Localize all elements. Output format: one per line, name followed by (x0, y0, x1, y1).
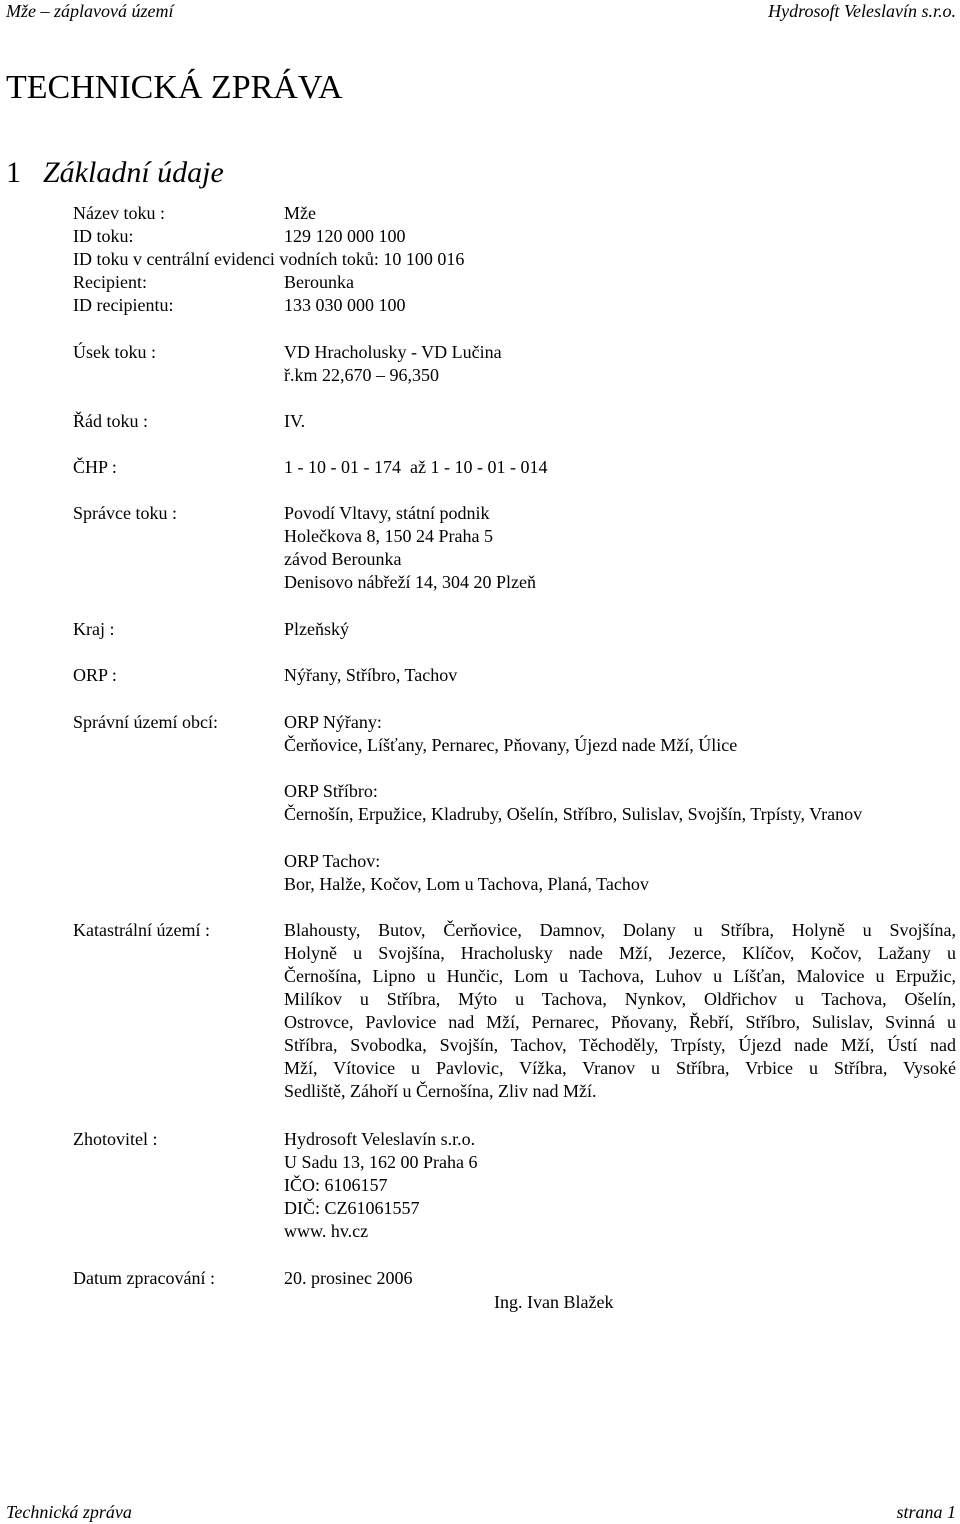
nazev-value: Mže (284, 203, 316, 223)
usek-line2: ř.km 22,670 – 96,350 (284, 365, 439, 385)
idrec-label: ID recipientu: (73, 295, 174, 315)
footer-right: strana 1 (896, 1502, 956, 1522)
orp-group-list: Černošín, Erpužice, Kladruby, Ošelín, Stříbro, Sulislav, Svojšín, Trpísty, Vranov (284, 804, 863, 824)
header-left: Mže – záplavová území (6, 1, 174, 21)
document-title: TECHNICKÁ ZPRÁVA (6, 69, 343, 106)
datum-label: Datum zpracování : (73, 1268, 215, 1288)
spravce-line: Denisovo nábřeží 14, 304 20 Plzeň (284, 572, 536, 592)
chp-label: ČHP : (73, 457, 117, 477)
central-id-line: ID toku v centrální evidenci vodních toků: 10 100 016 (73, 249, 465, 269)
spravni-label: Správní území obcí: (73, 712, 218, 732)
zhotovitel-line: U Sadu 13, 162 00 Praha 6 (284, 1152, 478, 1172)
author-signature: Ing. Ivan Blažek (494, 1292, 614, 1312)
usek-line1: VD Hracholusky - VD Lučina (284, 342, 502, 362)
orp-group-head: ORP Tachov: (284, 851, 381, 871)
zhotovitel-line: Hydrosoft Veleslavín s.r.o. (284, 1129, 476, 1149)
nazev-label: Název toku : (73, 203, 165, 223)
katastr-line: Mží, Vítovice u Pavlovic, Vížka, Vranov u Stříbra, Vrbice u Stříbra, Vysoké (284, 1058, 956, 1078)
orp-group-list: Čerňovice, Líšťany, Pernarec, Pňovany, Újezd nade Mží, Úlice (284, 735, 738, 755)
id-label: ID toku: (73, 226, 134, 246)
section-heading (6, 155, 224, 191)
katastr-line: Černošína, Lipno u Hunčic, Lom u Tachova, Luhov u Líšťan, Malovice u Erpužic, (284, 966, 956, 986)
kraj-value: Plzeňský (284, 619, 349, 639)
id-value: 129 120 000 100 (284, 226, 406, 246)
spravce-line: závod Berounka (284, 549, 402, 569)
zhotovitel-line: DIČ: CZ61061557 (284, 1198, 420, 1218)
usek-label: Úsek toku : (73, 342, 156, 362)
katastr-line: Sedliště, Záhoří u Černošína, Zliv nad Mží. (284, 1081, 597, 1101)
section-number: 1 (6, 156, 21, 189)
katastr-line: Milíkov u Stříbra, Mýto u Tachova, Nynkov, Oldřichov u Tachova, Ošelín, (284, 989, 956, 1009)
recipient-label: Recipient: (73, 272, 147, 292)
katastr-list (284, 919, 956, 1103)
katastr-line: Holyně u Svojšína, Hracholusky nade Mží, Jezerce, Klíčov, Kočov, Lažany u (284, 943, 956, 963)
spravce-label: Správce toku : (73, 503, 177, 523)
spravce-line: Holečkova 8, 150 24 Praha 5 (284, 526, 493, 546)
section-title: Základní údaje (43, 156, 224, 189)
orp-label: ORP : (73, 665, 117, 685)
zhotovitel-line: www. hv.cz (284, 1221, 369, 1241)
rad-value: IV. (284, 411, 306, 431)
orp-value: Nýřany, Stříbro, Tachov (284, 665, 458, 685)
katastr-label: Katastrální území : (73, 920, 210, 940)
orp-group-head: ORP Nýřany: (284, 712, 382, 732)
idrec-value: 133 030 000 100 (284, 295, 406, 315)
recipient-value: Berounka (284, 272, 354, 292)
footer-left: Technická zpráva (6, 1502, 132, 1522)
datum-value: 20. prosinec 2006 (284, 1268, 413, 1288)
kraj-label: Kraj : (73, 619, 115, 639)
katastr-line: Blahousty, Butov, Čerňovice, Damnov, Dolany u Stříbra, Holyně u Svojšína, (284, 920, 956, 940)
zhotovitel-label: Zhotovitel : (73, 1129, 158, 1149)
zhotovitel-line: IČO: 6106157 (284, 1175, 388, 1195)
katastr-line: Ostrovce, Pavlovice nad Mží, Pernarec, Pňovany, Řebří, Stříbro, Sulislav, Svinná u (284, 1012, 956, 1032)
orp-group-list: Bor, Halže, Kočov, Lom u Tachova, Planá, Tachov (284, 874, 649, 894)
orp-group-head: ORP Stříbro: (284, 781, 378, 801)
header-right: Hydrosoft Veleslavín s.r.o. (768, 1, 956, 21)
rad-label: Řád toku : (73, 411, 148, 431)
spravce-line: Povodí Vltavy, státní podnik (284, 503, 490, 523)
chp-value: 1 - 10 - 01 - 174 až 1 - 10 - 01 - 014 (284, 457, 548, 477)
katastr-line: Stříbra, Svobodka, Svojšín, Tachov, Těchoděly, Trpísty, Újezd nade Mží, Ústí nad (284, 1035, 956, 1055)
